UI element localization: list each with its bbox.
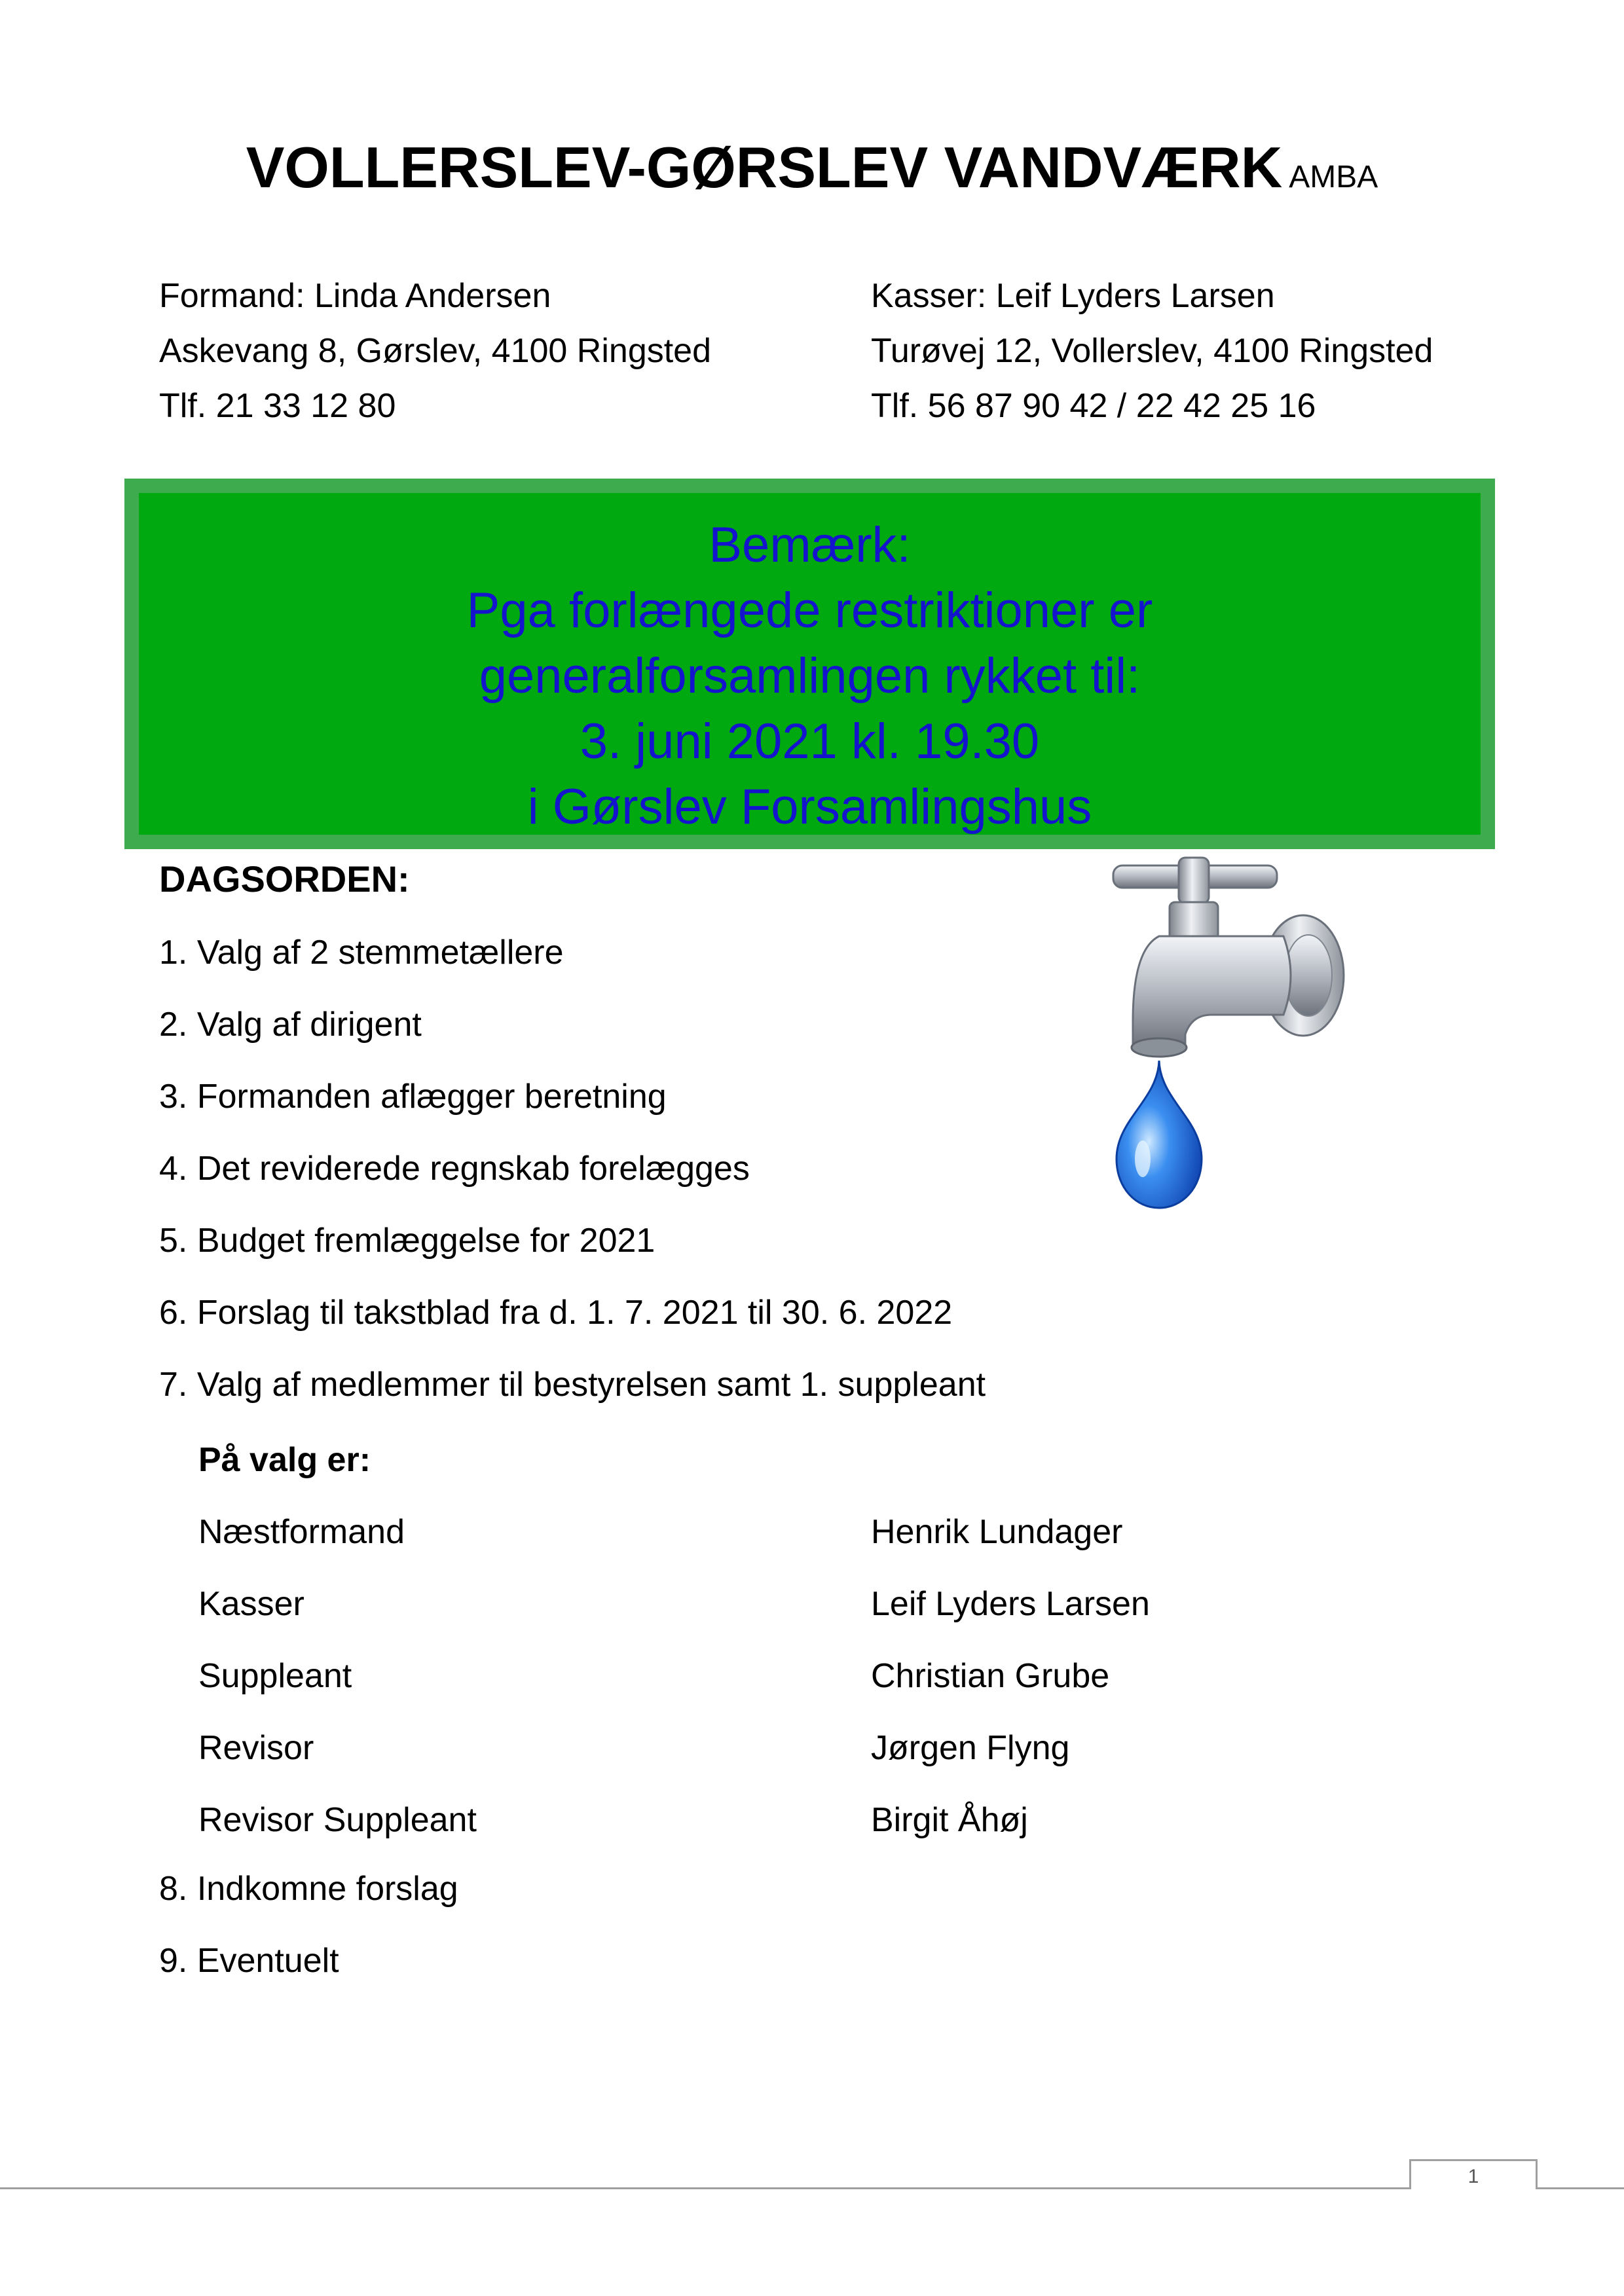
chairman-address: Askevang 8, Gørslev, 4100 Ringsted: [159, 332, 712, 370]
agenda-item: 7. Valg af medlemmer til bestyrelsen samt 1. suppleant: [159, 1366, 986, 1404]
company-type-suffix: AMBA: [1289, 160, 1378, 194]
agenda-item: 9. Eventuelt: [159, 1942, 339, 1980]
election-candidate: Leif Lyders Larsen: [871, 1585, 1150, 1623]
notice-line: Bemærk:: [709, 517, 911, 573]
notice-line: i Gørslev Forsamlingshus: [527, 779, 1092, 835]
agenda-item: 8. Indkomne forslag: [159, 1870, 458, 1908]
treasurer-contact: [871, 268, 1433, 433]
notice-line: generalforsamlingen rykket til:: [479, 648, 1141, 704]
agenda-item: 2. Valg af dirigent: [159, 1006, 422, 1044]
election-role: Suppleant: [198, 1657, 352, 1695]
waterworks-name: VOLLERSLEV-GØRSLEV VANDVÆRK: [246, 135, 1283, 200]
agenda-item: 6. Forslag til takstblad fra d. 1. 7. 2021 til 30. 6. 2022: [159, 1294, 953, 1332]
treasurer-phone: Tlf. 56 87 90 42 / 22 42 25 16: [871, 387, 1316, 425]
notice-box: [124, 479, 1495, 849]
agenda-item: 3. Formanden aflægger beretning: [159, 1078, 667, 1116]
chairman-name: Formand: Linda Andersen: [159, 277, 551, 315]
election-candidate: Birgit Åhøj: [871, 1801, 1028, 1839]
agenda-item: 5. Budget fremlæggelse for 2021: [159, 1222, 655, 1260]
chairman-phone: Tlf. 21 33 12 80: [159, 387, 396, 425]
election-role: Revisor: [198, 1729, 314, 1767]
election-role: Revisor Suppleant: [198, 1801, 477, 1839]
footer-rule: [0, 2187, 1624, 2189]
page-number: 1: [1467, 2166, 1479, 2187]
election-candidate: Jørgen Flyng: [871, 1729, 1070, 1767]
notice-line: Pga forlængede restriktioner er: [466, 583, 1153, 638]
agenda-item: 4. Det reviderede regnskab forelægges: [159, 1150, 750, 1188]
notice-content: [139, 493, 1481, 835]
water-tap-icon: [1087, 851, 1375, 1218]
election-role: Kasser: [198, 1585, 304, 1623]
agenda-item: 1. Valg af 2 stemmetællere: [159, 934, 564, 972]
election-candidate: Henrik Lundager: [871, 1513, 1123, 1551]
agenda-heading: DAGSORDEN:: [159, 858, 410, 900]
election-candidate: Christian Grube: [871, 1657, 1110, 1695]
treasurer-address: Turøvej 12, Vollerslev, 4100 Ringsted: [871, 332, 1433, 370]
on-election-heading: På valg er:: [198, 1441, 371, 1479]
notice-line: 3. juni 2021 kl. 19.30: [580, 714, 1040, 769]
page-title: [0, 134, 1624, 201]
chairman-contact: [159, 268, 711, 433]
treasurer-name: Kasser: Leif Lyders Larsen: [871, 277, 1275, 315]
election-role: Næstformand: [198, 1513, 405, 1551]
